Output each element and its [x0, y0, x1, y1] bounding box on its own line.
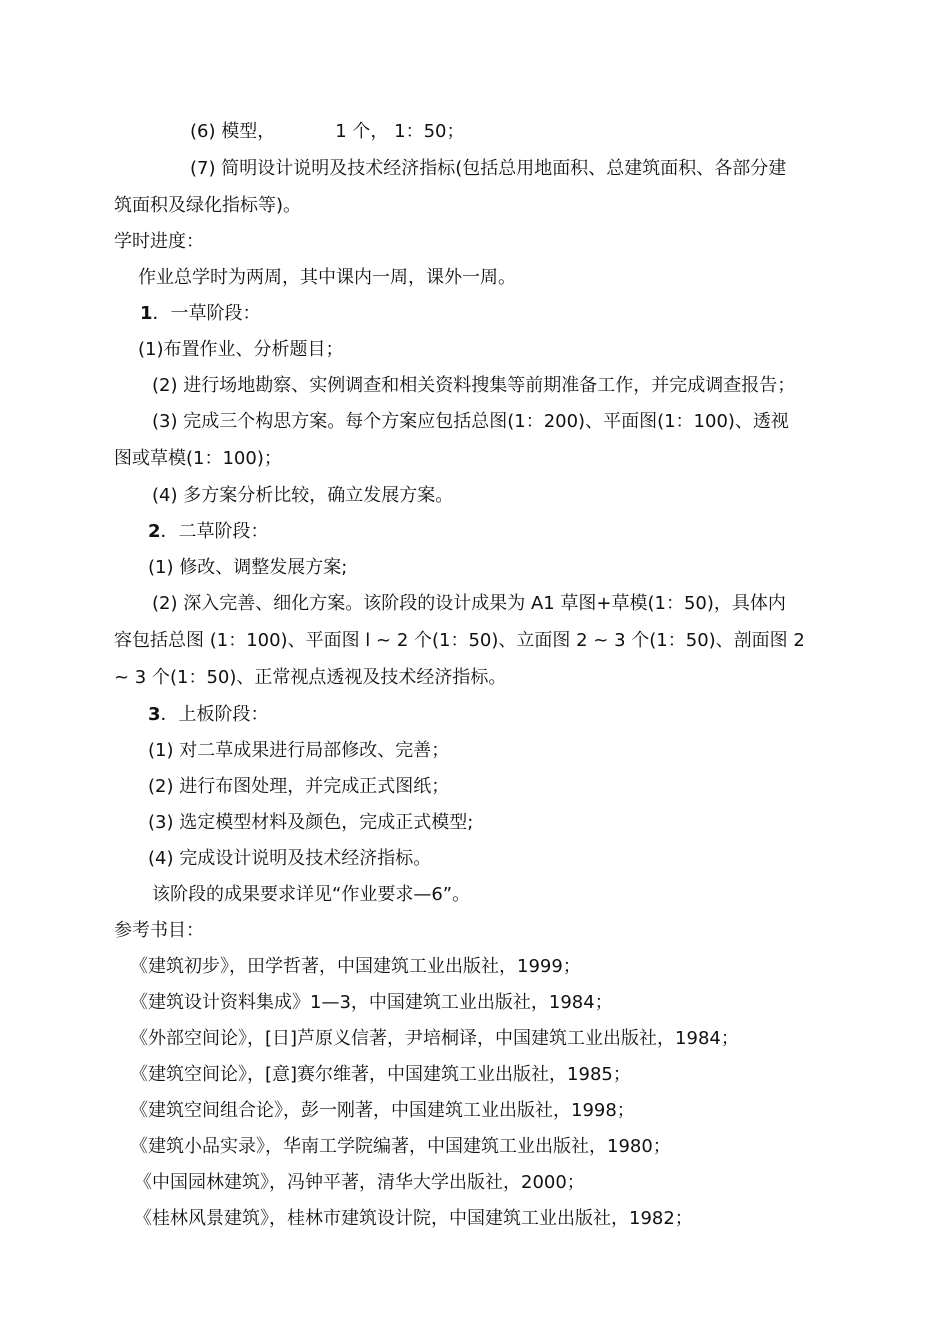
stage-3-item-4: (4) 完成设计说明及技术经济指标。 [148, 848, 432, 869]
stage-2-heading [148, 520, 269, 544]
reference-item: 《桂林风景建筑》，桂林市建筑设计院，中国建筑工业出版社，1982； [134, 1208, 693, 1229]
reference-item: 《建筑小品实录》，华南工学院编著，中国建筑工业出版社，1980； [130, 1136, 671, 1157]
references-heading: 参考书目： [114, 920, 204, 941]
stage-3-item-2: (2) 进行布图处理，并完成正式图纸； [148, 776, 450, 797]
stage-3-item-3: (3) 选定模型材料及颜色，完成正式模型; [148, 812, 474, 833]
stage-3-number: 3 [148, 704, 161, 725]
stage-2-item-2: (2) 深入完善、细化方案。该阶段的设计成果为 A1 草图+草模(1：50)，具体内 [152, 593, 786, 614]
reference-item: 《建筑空间组合论》，彭一刚著，中国建筑工业出版社，1998； [130, 1100, 635, 1121]
reference-item: 《外部空间论》，[日]芦原义信著，尹培桐译，中国建筑工业出版社，1984； [130, 1028, 739, 1049]
stage-1-item-3-cont: 图或草模(1：100)； [114, 448, 282, 469]
item-6-value: 1 个， 1：50； [335, 121, 465, 142]
schedule-heading: 学时进度： [114, 231, 204, 252]
stage-1-item-4: (4) 多方案分析比较，确立发展方案。 [152, 485, 454, 506]
stage-2-item-2-cont-1: 容包括总图 (1：100)、平面图 l ~ 2 个(1：50)、立面图 2 ~ 3 个(1：50)、剖面图 2 [114, 630, 805, 651]
schedule-intro: 作业总学时为两周，其中课内一周，课外一周。 [138, 267, 516, 288]
item-7-line-1: (7) 简明设计说明及技术经济指标(包括总用地面积、总建筑面积、各部分建 [190, 158, 787, 179]
reference-item: 《建筑初步》，田学哲著，中国建筑工业出版社，1999； [130, 956, 581, 977]
stage-1-title: ．一草阶段： [152, 303, 261, 324]
stage-1-number: 1 [140, 303, 153, 324]
stage-3-note: 该阶段的成果要求详见“作业要求—6”。 [152, 884, 471, 905]
stage-3-item-1: (1) 对二草成果进行局部修改、完善； [148, 740, 450, 761]
stage-2-item-1: (1) 修改、调整发展方案; [148, 557, 348, 578]
reference-item: 《建筑空间论》，[意]赛尔维著，中国建筑工业出版社，1985； [130, 1064, 631, 1085]
reference-item: 《建筑设计资料集成》1—3，中国建筑工业出版社，1984； [130, 992, 613, 1013]
stage-1-item-2: (2) 进行场地勘察、实例调查和相关资料搜集等前期准备工作，并完成调查报告； [152, 375, 796, 396]
stage-2-title: ．二草阶段： [160, 521, 269, 542]
stage-2-number: 2 [148, 521, 161, 542]
item-6-label: (6) 模型， [190, 121, 276, 142]
stage-1-item-3: (3) 完成三个构思方案。每个方案应包括总图(1：200)、平面图(1：100)、透视 [152, 411, 789, 432]
stage-2-item-2-cont-2: ~ 3 个(1：50)、正常视点透视及技术经济指标。 [114, 667, 507, 688]
item-6-line [190, 120, 464, 144]
item-7-line-2: 筑面积及绿化指标等)。 [114, 195, 302, 216]
reference-item: 《中国园林建筑》，冯钟平著，清华大学出版社，2000； [134, 1172, 585, 1193]
stage-3-heading [148, 703, 269, 727]
stage-1-item-1: (1)布置作业、分析题目； [138, 339, 344, 360]
stage-1-heading [140, 302, 261, 326]
stage-3-title: ．上板阶段： [160, 704, 269, 725]
